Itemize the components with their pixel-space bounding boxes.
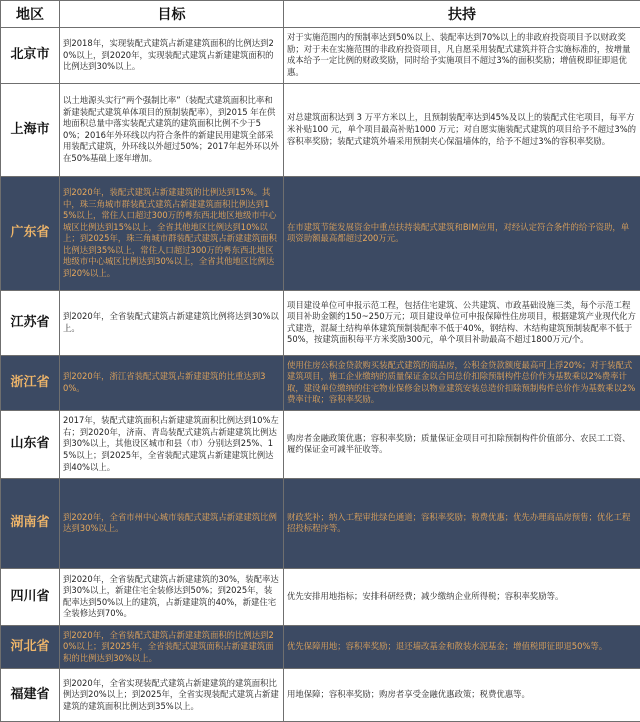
header-target: 目标: [60, 1, 284, 28]
support-cell: 项目建设单位可申报示范工程，包括住宅建筑、公共建筑、市政基础设施三类，每个示范工程项目补助金额约150~250万元；项目建设单位可申报保障性住房项目，根据建筑产业现代化方式建造，混凝土结构单体建筑预制装配率不低于40%，钢结构、木结构建筑预制装配率不低于50%，按建筑面积每平方米奖励300元，单个项目补助最高不超过1800万元/个。: [284, 290, 640, 355]
support-cell: 使用住房公积金贷款购买装配式建筑的商品房，公积金贷款额度最高可上浮20%；对于装配式建筑项目，施工企业缴纳的质量保证金以合同总价扣除预制构件总价作为基数乘以2%费率计取，建设单位缴纳的住宅物业保修金以物业建筑安装总造价扣除预制构件总价作为基数乘以2%费率计取；容积率奖励。: [284, 355, 640, 410]
target-cell: 到2020年，全省装配式建筑占新建建筑的30%，装配率达到30%以上，新建住宅全装修达到50%；到2025年，装配率达到50%以上的建筑，占新建建筑的40%，新建住宅全装修达到70%。: [60, 568, 284, 625]
target-cell: 到2018年，实现装配式建筑占新建建筑面积的比例达到20%以上，到2020年，实现装配式建筑占新建建筑面积的比例达到30%以上。: [60, 28, 284, 84]
target-cell: 到2020年，浙江省装配式建筑占新建建筑的比重达到30%。: [60, 355, 284, 410]
table-row-fujian: [1, 669, 640, 722]
table-row-shanghai: [1, 83, 640, 176]
target-cell: 2017年，装配式建筑面积占新建建筑面积比例达到10%左右；到2020年，济南、青岛装配式建筑占新建建筑比例达到30%以上，其他设区城市和县（市）分别达到25%、15%以上；到2025年，全省装配式建筑占新建建筑比例达到40%以上。: [60, 410, 284, 478]
table-row-shandong: [1, 410, 640, 478]
region-cell: 福建省: [1, 669, 60, 722]
support-cell: 在市建筑节能发展资金中重点扶持装配式建筑和BIM应用，对经认定符合条件的给予资助，单项资助额最高都超过200万元。: [284, 176, 640, 290]
region-cell: 江苏省: [1, 290, 60, 355]
target-cell: 到2020年，装配式建筑占新建建筑的比例达到15%。其中，珠三角城市群装配式建筑占新建建筑面积比例达到15%以上，常住人口超过300万的粤东西北地区地级市中心城区比例达到15%以上，全省其他地区比例达到10%以上；到2025年，珠三角城市群装配式建筑占新建建筑面积比例达到35%以上，常住人口超过300万的粤东西北地区地级市中心城区比例达到30%以上，全省其他地区比例达到20%以上。: [60, 176, 284, 290]
region-cell: 浙江省: [1, 355, 60, 410]
region-cell: 北京市: [1, 28, 60, 84]
support-cell: 优先保障用地；容积率奖励；退还墙改基金和散装水泥基金；增值税即征即退50%等。: [284, 625, 640, 668]
support-cell: 对于实施范围内的预制率达到50%以上、装配率达到70%以上的非政府投资项目予以财政奖励；对于未在实施范围的非政府投资项目，凡自愿采用装配式建筑并符合实施标准的，按增量成本给予一定比例的财政奖励，同时给予实施项目不超过3%的面积奖励；增值税即征即退优惠。: [284, 28, 640, 84]
region-cell: 上海市: [1, 83, 60, 176]
table-header-row: [1, 1, 640, 28]
region-cell: 山东省: [1, 410, 60, 478]
table-row-guangdong: [1, 176, 640, 290]
table-row-zhejiang: [1, 355, 640, 410]
support-cell: 财政奖补；纳入工程审批绿色通道；容积率奖励；税费优惠；优先办理商品房预售；优化工程招投标程序等。: [284, 478, 640, 568]
region-cell: 河北省: [1, 625, 60, 668]
table-row-jiangsu: [1, 290, 640, 355]
target-cell: 到2020年，全省装配式建筑占新建建筑面积的比例达到20%以上；到2025年，全省装配式建筑面积占新建建筑面积的比例达到30%以上。: [60, 625, 284, 668]
header-region: 地区: [1, 1, 60, 28]
support-cell: 对总建筑面积达到 3 万平方米以上，且预制装配率达到45%及以上的装配式住宅项目，每平方米补贴100 元，单个项目最高补贴1000 万元；对自愿实施装配式建筑的项目给予不超过3%的容积率奖励；装配式建筑外墙采用预制夹心保温墙体的，给予不超过3%的容积率奖励。: [284, 83, 640, 176]
support-cell: 购房者金融政策优惠；容积率奖励；质量保证金项目可扣除预制构件价值部分、农民工工资、履约保证金可减半征收等。: [284, 410, 640, 478]
support-cell: 用地保障；容积率奖励；购房者享受金融优惠政策；税费优惠等。: [284, 669, 640, 722]
table-row-sichuan: [1, 568, 640, 625]
support-cell: 优先安排用地指标；安排科研经费；减少缴纳企业所得税；容积率奖励等。: [284, 568, 640, 625]
region-cell: 广东省: [1, 176, 60, 290]
header-support: 扶持: [284, 1, 640, 28]
table-row-hebei: [1, 625, 640, 668]
region-cell: 湖南省: [1, 478, 60, 568]
target-cell: 以土地源头实行“两个强制比率”（装配式建筑面积比率和新建装配式建筑单体项目的预制装配率），到2015 年在供地面积总量中落实装配式建筑的建筑面积比例不少于50%；2016年外环线以内符合条件的新建民用建筑全部采用装配式建筑，外环线以外超过50%；2017年起外环以外在50%基础上逐年增加。: [60, 83, 284, 176]
target-cell: 到2020年，全省市州中心城市装配式建筑占新建建筑比例达到30%以上。: [60, 478, 284, 568]
target-cell: 到2020年，全省装配式建筑占新建建筑比例将达到30%以上。: [60, 290, 284, 355]
table-row-hunan: [1, 478, 640, 568]
region-cell: 四川省: [1, 568, 60, 625]
table-row-beijing: [1, 28, 640, 84]
target-cell: 到2020年，全省实现装配式建筑占新建建筑的建筑面积比例达到20%以上；到2025年，全省实现装配式建筑占新建建筑的建筑面积比例达到35%以上。: [60, 669, 284, 722]
